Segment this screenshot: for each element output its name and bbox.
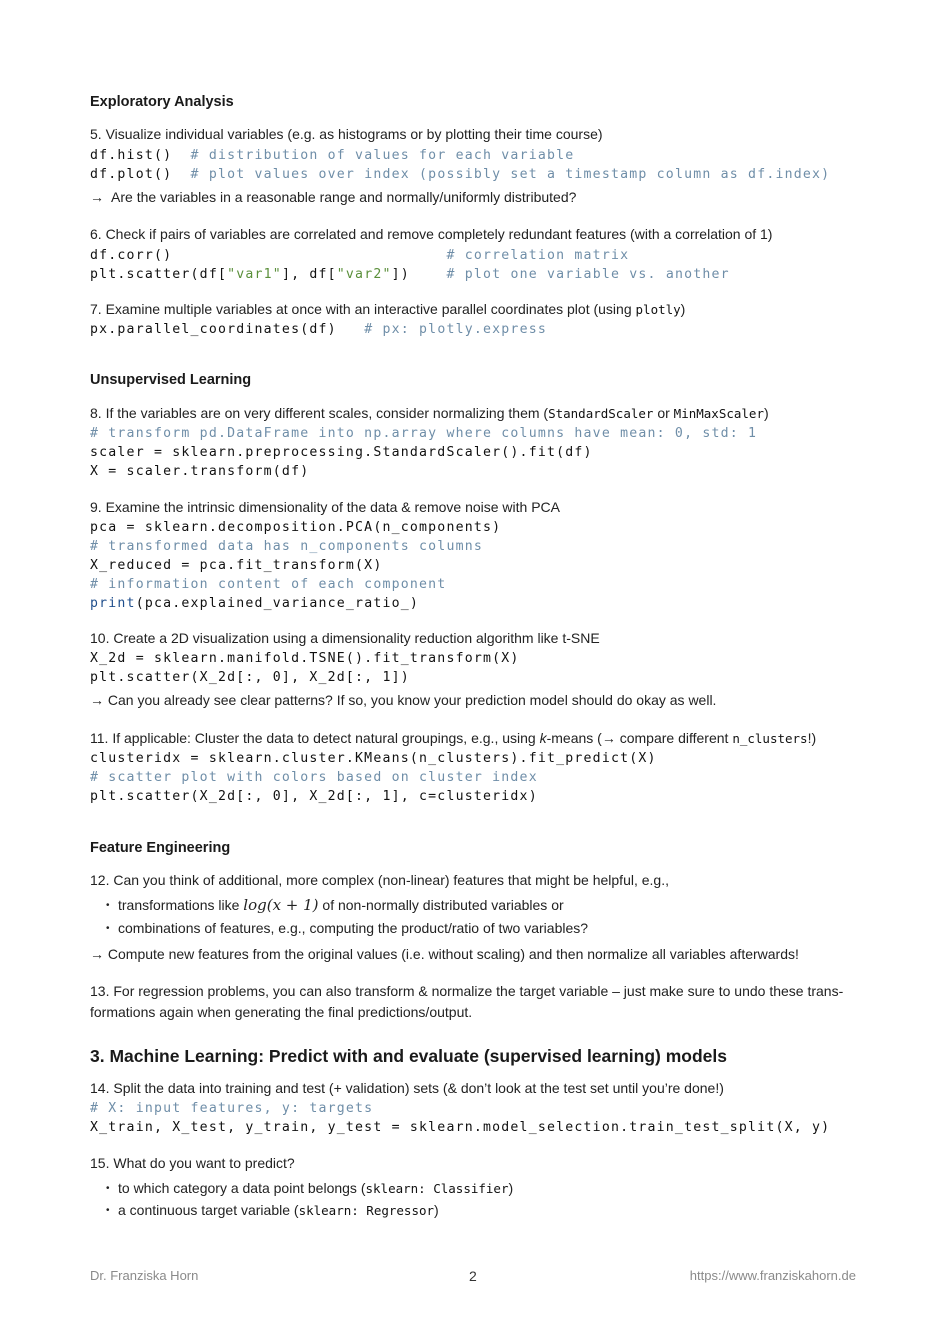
step-9-code-5: print(pca.explained_variance_ratio_)	[90, 596, 420, 611]
step-5-code-2: df.plot() # plot values over index (possibly set a timestamp column as df.index)	[90, 167, 831, 182]
section-heading-unsupervised: Unsupervised Learning	[90, 372, 252, 388]
step-6-code-1: df.corr() # correlation matrix	[90, 248, 630, 263]
step-8-code-1: # transform pd.DataFrame into np.array where columns have mean: 0, std: 1	[90, 426, 758, 441]
step-10-text: 10. Create a 2D visualization using a dimensionality reduction algorithm like t-SNE	[90, 630, 600, 646]
arrow-icon: →	[90, 692, 104, 708]
step-12-note: → Compute new features from the original values (i.e. without scaling) and then normalize all variables afterwards!	[90, 946, 799, 962]
section-heading-feature-engineering: Feature Engineering	[90, 840, 231, 856]
step-7-text: 7. Examine multiple variables at once with an interactive parallel coordinates plot (using plotly)	[90, 301, 686, 317]
step-5-code-1: df.hist() # distribution of values for each variable	[90, 148, 575, 163]
step-10-code-1: X_2d = sklearn.manifold.TSNE().fit_transform(X)	[90, 651, 520, 666]
step-11-text: 11. If applicable: Cluster the data to detect natural groupings, e.g., using k-means (→ compare different n_clusters!)	[90, 730, 817, 746]
step-11-code-3: plt.scatter(X_2d[:, 0], X_2d[:, 1], c=clusteridx)	[90, 789, 538, 804]
step-11-code-1: clusteridx = sklearn.cluster.KMeans(n_clusters).fit_predict(X)	[90, 751, 657, 766]
step-8-code-3: X = scaler.transform(df)	[90, 464, 310, 479]
step-12-bullet-1: • transformations like log(x + 1) of non-normally distributed variables or	[118, 895, 564, 916]
step-11-code-2: # scatter plot with colors based on cluster index	[90, 770, 538, 785]
footer-author: Dr. Franziska Horn	[90, 1268, 199, 1283]
step-12-text: 12. Can you think of additional, more complex (non-linear) features that might be helpful, e.g.,	[90, 872, 669, 888]
step-6-code-2: plt.scatter(df["var1"], df["var2"]) # plot one variable vs. another	[90, 267, 730, 282]
step-8-text: 8. If the variables are on very different scales, consider normalizing them (StandardScaler or MinMaxScaler)	[90, 405, 769, 421]
step-9-code-1: pca = sklearn.decomposition.PCA(n_components)	[90, 520, 502, 535]
step-15-text: 15. What do you want to predict?	[90, 1155, 295, 1171]
footer-page-number: 2	[469, 1268, 477, 1284]
arrow-icon: →	[90, 946, 104, 962]
step-7-code-1: px.parallel_coordinates(df) # px: plotly.express	[90, 322, 547, 337]
step-10-code-2: plt.scatter(X_2d[:, 0], X_2d[:, 1])	[90, 670, 410, 685]
section-heading-machine-learning: 3. Machine Learning: Predict with and evaluate (supervised learning) models	[90, 1046, 727, 1066]
step-9-text: 9. Examine the intrinsic dimensionality of the data & remove noise with PCA	[90, 499, 561, 515]
step-15-bullet-1: • to which category a data point belongs (sklearn: Classifier)	[118, 1178, 513, 1199]
step-10-note: → Can you already see clear patterns? If so, you know your prediction model should do okay as well.	[90, 692, 717, 708]
step-5-text: 5. Visualize individual variables (e.g. as histograms or by plotting their time course)	[90, 126, 603, 142]
step-9-code-3: X_reduced = pca.fit_transform(X)	[90, 558, 383, 573]
footer-url[interactable]: https://www.franziskahorn.de	[689, 1268, 856, 1283]
step-9-code-4: # information content of each component	[90, 577, 447, 592]
arrow-icon: →	[90, 189, 104, 205]
section-heading-exploratory: Exploratory Analysis	[90, 94, 234, 110]
step-5-note: → Are the variables in a reasonable range and normally/uniformly distributed?	[90, 189, 577, 205]
step-13-text: 13. For regression problems, you can also transform & normalize the target variable – just make sure to undo these trans-formations again when generating the final predictions/output.	[90, 983, 844, 1020]
step-12-bullet-2: • combinations of features, e.g., computing the product/ratio of two variables?	[118, 918, 588, 939]
step-14-code-2: X_train, X_test, y_train, y_test = sklearn.model_selection.train_test_split(X, y)	[90, 1120, 831, 1135]
step-14-text: 14. Split the data into training and test (+ validation) sets (& don’t look at the test set until you’re done!)	[90, 1080, 724, 1096]
step-14-code-1: # X: input features, y: targets	[90, 1101, 374, 1116]
step-15-bullet-2: • a continuous target variable (sklearn: Regressor)	[118, 1200, 439, 1221]
step-9-code-2: # transformed data has n_components columns	[90, 539, 484, 554]
step-8-code-2: scaler = sklearn.preprocessing.StandardScaler().fit(df)	[90, 445, 593, 460]
step-6-text: 6. Check if pairs of variables are correlated and remove completely redundant features (with a correlation of 1)	[90, 226, 773, 242]
